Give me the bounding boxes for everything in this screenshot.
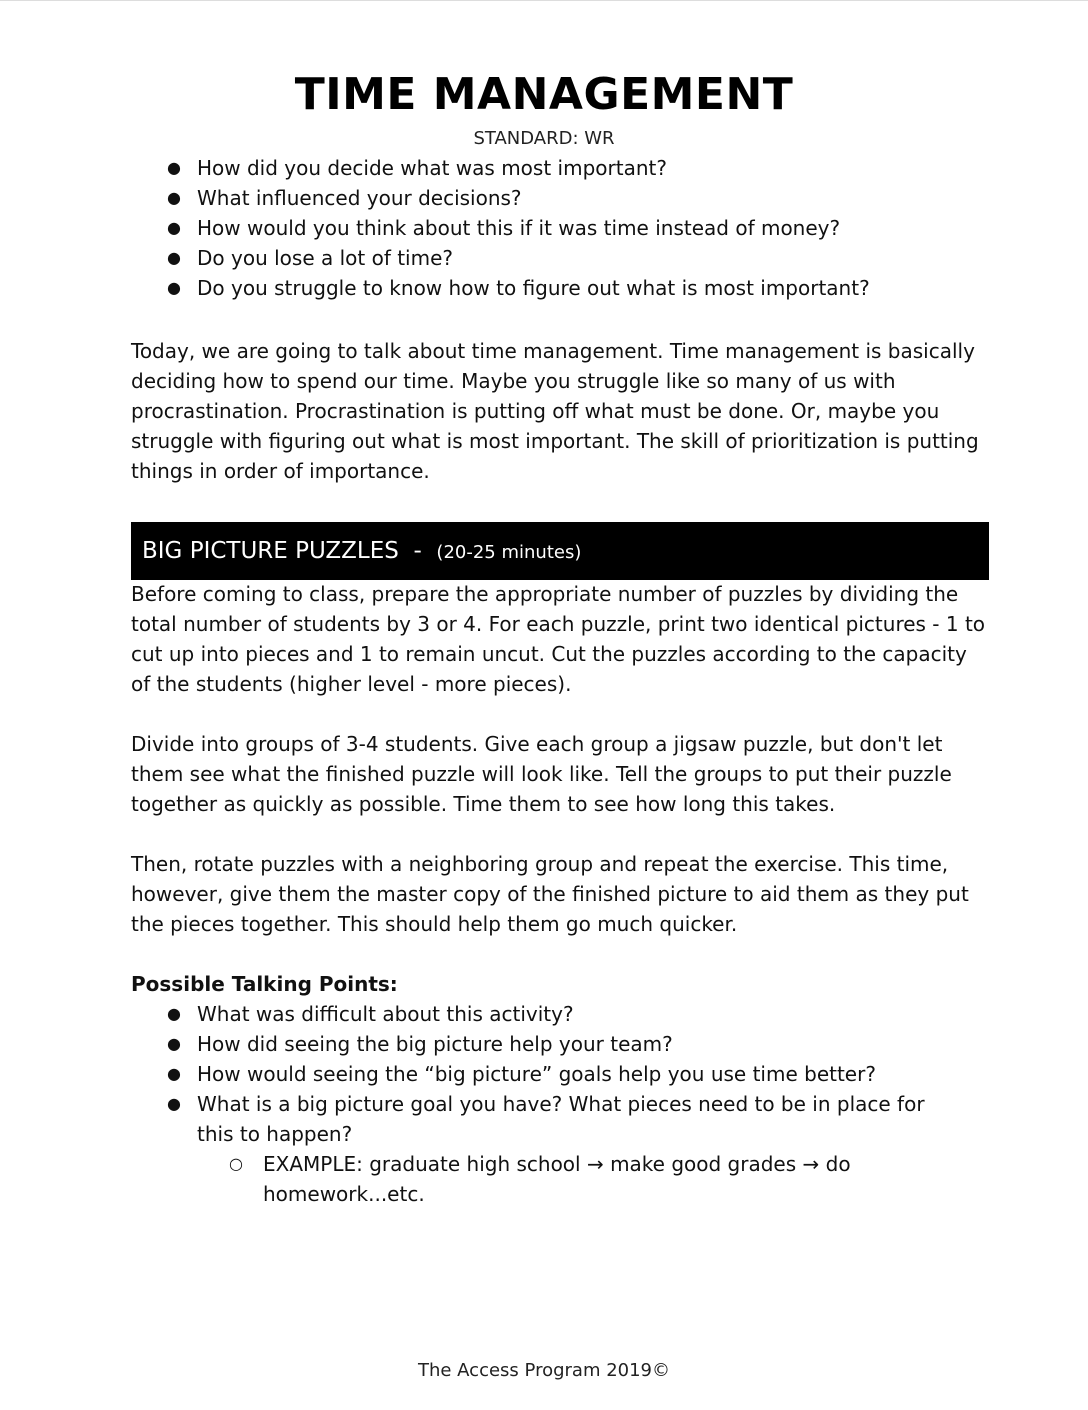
list-item: ● Do you lose a lot of time? [131, 243, 991, 273]
spacer [131, 819, 991, 849]
section-duration: (20-25 minutes) [436, 542, 582, 563]
list-item: ● How did seeing the big picture help your team? [131, 1029, 991, 1059]
hollow-bullet-icon: ○ [229, 1154, 243, 1173]
list-item: ● What influenced your decisions? [131, 183, 991, 213]
list-item: ● What is a big picture goal you have? What pieces need to be in place for this to happen? [131, 1089, 991, 1149]
page-footer: The Access Program 2019© [417, 1360, 671, 1381]
spacer [131, 699, 991, 729]
intro-paragraph-container [131, 336, 991, 486]
page-title: TIME MANAGEMENT [294, 69, 794, 120]
standard-label: STANDARD: WR [473, 128, 615, 149]
bullet-icon: ● [167, 188, 181, 207]
intro-question-list [131, 153, 991, 303]
talking-points-label: Possible Talking Points: [131, 972, 398, 996]
section-paragraph: Then, rotate puzzles with a neighboring group and repeat the exercise. This time, however, give them the master copy of the finished picture to aid them as they put the pieces together. This should help them go much quicker. [131, 852, 969, 936]
list-item: ● How did you decide what was most important? [131, 153, 991, 183]
bullet-icon: ● [167, 1094, 181, 1113]
list-item: ● Do you struggle to know how to figure out what is most important? [131, 273, 991, 303]
section-body [131, 579, 991, 1209]
bullet-icon: ● [167, 1004, 181, 1023]
list-item: ● How would you think about this if it was time instead of money? [131, 213, 991, 243]
section-banner [131, 522, 989, 580]
section-separator: - [398, 538, 437, 564]
bullet-icon: ● [167, 1034, 181, 1053]
section-paragraph: Divide into groups of 3-4 students. Give each group a jigsaw puzzle, but don't let them see what the finished puzzle will look like. Tell the groups to put their puzzle together as quickly as possible. Time them to see how long this takes. [131, 732, 952, 816]
spacer [131, 939, 991, 969]
section-paragraph: Before coming to class, prepare the appropriate number of puzzles by dividing the total number of students by 3 or 4. For each puzzle, print two identical pictures - 1 to cut up into pieces and 1 to remain uncut. Cut the puzzles according to the capacity of the students (higher level - more pieces). [131, 582, 986, 696]
example-list [131, 1149, 991, 1209]
bullet-icon: ● [167, 1064, 181, 1083]
intro-paragraph: Today, we are going to talk about time management. Time management is basically deciding how to spend our time. Maybe you struggle like so many of us with procrastination. Procrastination is putting off what must be done. Or, maybe you struggle with figuring out what is most important. The skill of prioritization is putting things in order of importance. [131, 339, 979, 483]
list-item: ● What was difficult about this activity? [131, 999, 991, 1029]
section-title: BIG PICTURE PUZZLES [142, 538, 399, 564]
bullet-icon: ● [167, 248, 181, 267]
list-item: ● How would seeing the “big picture” goals help you use time better? [131, 1059, 991, 1089]
list-item: ○ EXAMPLE: graduate high school → make good grades → do homework...etc. [131, 1149, 991, 1209]
talking-points-list [131, 999, 991, 1149]
bullet-icon: ● [167, 278, 181, 297]
intro-question-list-container [131, 153, 991, 303]
bullet-icon: ● [167, 158, 181, 177]
bullet-icon: ● [167, 218, 181, 237]
